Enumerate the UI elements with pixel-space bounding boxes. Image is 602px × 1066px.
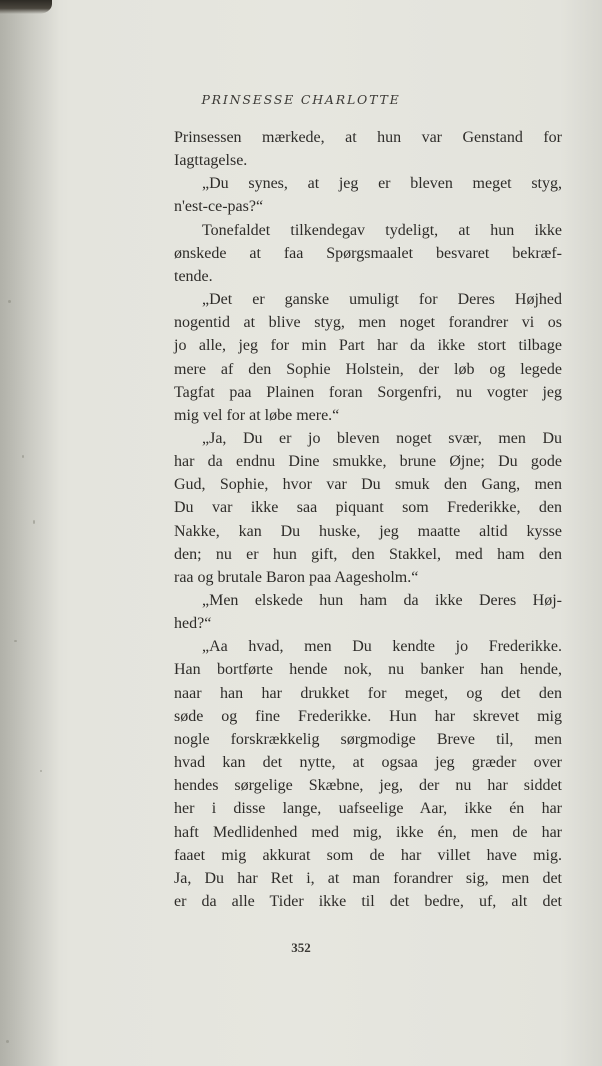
paper-speck <box>8 300 11 303</box>
text-line: „Men elskede hun ham da ikke Deres Høj- <box>202 592 562 609</box>
text-line: her i disse lange, uafseelige Aar, ikke én har <box>174 800 562 818</box>
text-line: Han bortførte hende nok, nu banker han hende, <box>174 661 562 679</box>
text-line: Iagttagelse. <box>174 152 248 170</box>
text-line: haft Medlidenhed med mig, ikke én, men de har <box>174 823 562 841</box>
paper-speck <box>6 1040 9 1043</box>
text-line: „Det er ganske umuligt for Deres Højhed <box>202 291 562 309</box>
corner-ink-mark <box>0 0 52 14</box>
text-line: naar han har drukket for meget, og det den <box>174 684 562 702</box>
paper-speck <box>40 770 42 772</box>
text-line: den; nu er hun gift, den Stakkel, med ham den <box>174 545 562 563</box>
text-line: „Du synes, at jeg er bleven meget styg, <box>202 175 562 193</box>
paper-speck <box>22 455 24 458</box>
text-line: nogle forskrækkelig sørgmodige Breve til, men <box>174 730 562 748</box>
text-line: Gud, Sophie, hvor var Du smuk den Gang, men <box>174 476 562 494</box>
text-line: tende. <box>174 267 213 285</box>
text-line: ønskede at faa Spørgsmaalet besvaret bekræf- <box>174 244 562 262</box>
paper-speck <box>33 520 35 524</box>
page-binding-shadow <box>0 0 60 1066</box>
text-line: hed?“ <box>174 615 212 633</box>
text-line: mere af den Sophie Holstein, der løb og legede <box>174 360 562 378</box>
text-line: hendes sørgelige Skæbne, jeg, der nu har siddet <box>174 777 562 795</box>
text-line: raa og brutale Baron paa Aagesholm.“ <box>174 568 419 586</box>
page-number: 352 <box>291 940 311 955</box>
text-line: Du var ikke saa piquant som Frederikke, den <box>174 499 562 517</box>
text-line: jo alle, jeg for min Part har da ikke stort tilbage <box>174 337 562 355</box>
running-head: PRINSESSE CHARLOTTE <box>201 92 401 107</box>
paper-speck <box>14 640 17 642</box>
text-line: hvad kan det nytte, at ogsaa jeg græder over <box>174 754 562 772</box>
text-line: mig vel for at løbe mere.“ <box>174 406 340 424</box>
text-line: nogentid at blive styg, men noget forandrer vi os <box>174 314 562 332</box>
text-line: er da alle Tider ikke til det bedre, uf, alt det <box>174 892 562 910</box>
text-line: Ja, Du har Ret i, at man forandrer sig, men det <box>174 869 562 887</box>
text-line: „Ja, Du er jo bleven noget svær, men Du <box>202 429 562 447</box>
text-line: har da endnu Dine smukke, brune Øjne; Du gode <box>174 453 562 471</box>
text-line: „Aa hvad, men Du kendte jo Frederikke. <box>202 638 562 656</box>
text-line: søde og fine Frederikke. Hun har skrevet mig <box>174 707 562 725</box>
text-line: Prinsessen mærkede, at hun var Genstand for <box>174 129 562 146</box>
text-line: Nakke, kan Du huske, jeg maatte altid kysse <box>174 522 562 540</box>
text-line: Tagfat paa Plainen foran Sorgenfri, nu vogter jeg <box>174 383 562 401</box>
text-line: faaet mig akkurat som de har villet have mig. <box>174 846 562 864</box>
text-line: Tonefaldet tilkendegav tydeligt, at hun ikke <box>202 221 562 239</box>
text-line: n'est-ce-pas?“ <box>174 198 264 216</box>
